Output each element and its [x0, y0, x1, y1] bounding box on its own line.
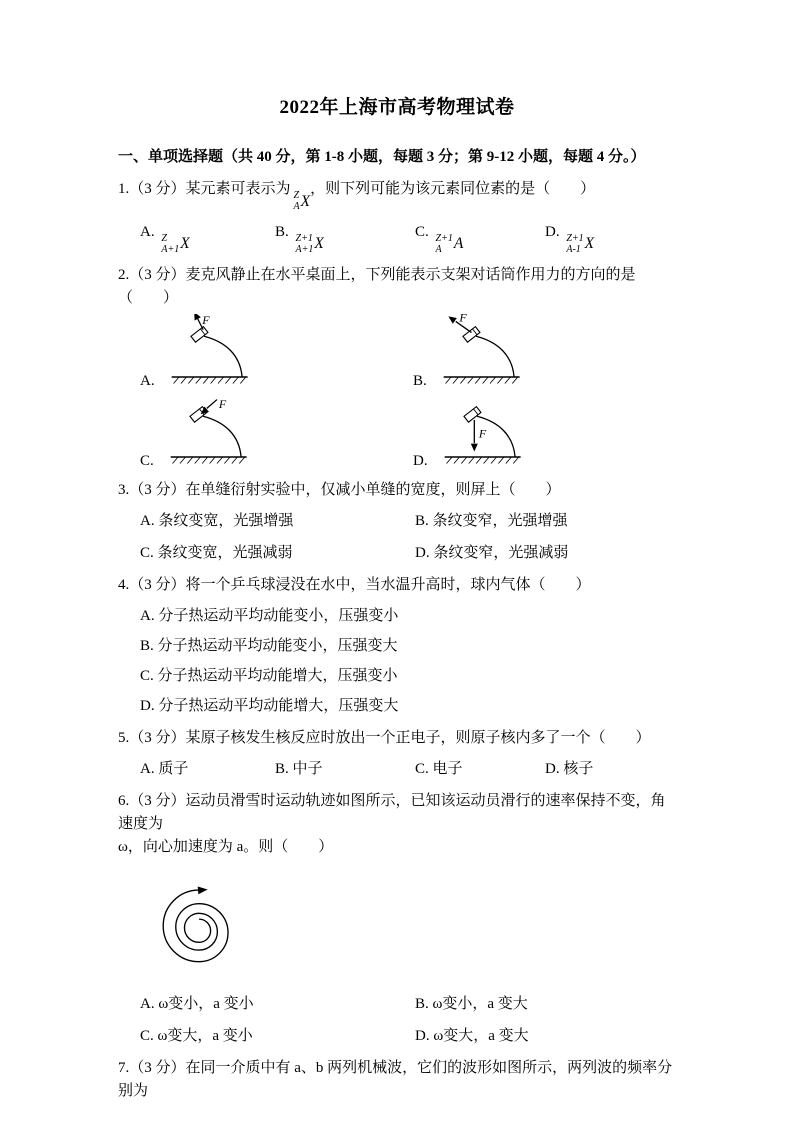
page-title: 2022年上海市高考物理试卷	[279, 97, 515, 118]
question-3-stem: 3.（3 分）在单缝衍射实验中，仅减小单缝的宽度，则屏上（ ）	[118, 482, 561, 498]
nuclide-notation: Z+1 A-1 X	[566, 232, 595, 255]
mic-stand	[203, 416, 241, 457]
question-4-stem: 4.（3 分）将一个乒乓球浸没在水中，当水温升高时，球内气体（ ）	[118, 577, 591, 593]
table-hatching	[172, 457, 244, 463]
stem-text-post: ，则下列可能为该元素同位素的是（ ）	[310, 181, 596, 197]
question-5	[118, 727, 676, 781]
option-a: A. 分子热运动平均动能变小，压强变小	[140, 608, 399, 624]
question-5-stem: 5.（3 分）某原子核发生核反应时放出一个正电子，则原子核内多了一个（ ）	[118, 730, 651, 746]
nuclide-subscript: A	[293, 201, 300, 212]
force-arrow-down	[470, 420, 477, 452]
option-a: A. 质子	[140, 761, 189, 777]
option-c: C. ω变大，a 变小	[140, 1028, 253, 1044]
force-label: F	[201, 314, 210, 328]
option-c: C. Z+1 A A	[415, 223, 464, 255]
question-2-diagrams	[118, 314, 676, 470]
question-2	[118, 264, 676, 470]
spiral-path	[163, 890, 228, 962]
direction-arrowhead-icon	[198, 886, 208, 895]
nuclide-notation	[291, 190, 311, 213]
table-hatching	[446, 457, 518, 463]
section-heading: 一、单项选择题（共 40 分，第 1-8 小题，每题 3 分；第 9-12 小题，每题 4 分。）	[118, 149, 646, 165]
option-a: A. 条纹变宽，光强增强	[140, 513, 294, 529]
diagram-option-c	[140, 394, 413, 470]
force-label: F	[459, 314, 467, 325]
table-hatching	[173, 377, 245, 383]
force-label: F	[478, 426, 486, 441]
question-6-figure	[140, 863, 676, 983]
question-6	[118, 790, 676, 1048]
ski-track-spiral-figure	[140, 863, 258, 983]
option-b: B. 分子热运动平均动能变小，压强变大	[140, 638, 398, 654]
nuclide-symbol: X	[300, 192, 311, 210]
nuclide-superscript: Z	[293, 190, 300, 201]
option-b: B. Z+1 A+1 X	[275, 223, 324, 255]
question-1-options	[118, 221, 676, 256]
option-b: B. 中子	[275, 761, 323, 777]
option-a: A. Z A+1 X	[140, 223, 190, 255]
diagram-option-a	[140, 314, 413, 390]
option-c: C. 分子热运动平均动能增大，压强变小	[140, 668, 398, 684]
mic-stand-figure-c	[161, 394, 273, 470]
question-4	[118, 574, 676, 718]
diagram-label: C.	[140, 453, 154, 469]
microphone	[191, 327, 208, 343]
question-6-options	[118, 993, 676, 1048]
option-d: D. 分子热运动平均动能增大，压强变大	[140, 698, 399, 714]
mic-stand	[204, 336, 242, 377]
option-d: D. 核子	[545, 761, 594, 777]
mic-stand-figure-a	[162, 314, 274, 390]
mic-stand	[476, 336, 514, 377]
question-7-stem: 7.（3 分）在同一介质中有 a、b 两列机械波，它们的波形如图所示，两列波的频率分别为	[118, 1060, 673, 1099]
diagram-label: A.	[140, 373, 155, 389]
option-c: C. 条纹变宽，光强减弱	[140, 545, 293, 561]
nuclide-notation: Z+1 A A	[435, 232, 464, 255]
question-1-stem	[118, 178, 676, 213]
option-d: D. 条纹变窄，光强减弱	[415, 545, 569, 561]
microphone	[464, 407, 481, 423]
stem-text-pre: 1.（3 分）某元素可表示为	[118, 181, 291, 197]
mic-stand-figure-d	[435, 394, 547, 470]
diagram-label: D.	[413, 453, 428, 469]
diagram-label: B.	[413, 373, 427, 389]
diagram-option-d	[413, 394, 676, 470]
question-4-options	[118, 605, 676, 718]
option-b: B. ω变小，a 变大	[415, 996, 528, 1012]
table-hatching	[445, 377, 517, 383]
force-label: F	[218, 396, 226, 411]
option-d: D. ω变大，a 变大	[415, 1028, 529, 1044]
option-b: B. 条纹变窄，光强增强	[415, 513, 568, 529]
question-5-options	[118, 758, 676, 781]
option-a: A. ω变小，a 变小	[140, 996, 254, 1012]
option-d: D. Z+1 A-1 X	[545, 223, 595, 255]
option-c: C. 电子	[415, 761, 463, 777]
question-3-options	[118, 510, 676, 565]
question-6-stem: 6.（3 分）运动员滑雪时运动轨迹如图所示，已知该运动员滑行的速率保持不变，角速度为 ω，向心加速度为 a。则（ ）	[118, 793, 666, 855]
question-1	[118, 178, 676, 255]
question-2-stem: 2.（3 分）麦克风静止在水平桌面上，下列能表示支架对话筒作用力的方向的是（ ）	[118, 267, 636, 306]
nuclide-notation: Z+1 A+1 X	[295, 232, 324, 255]
nuclide-notation: Z A+1 X	[161, 232, 190, 255]
question-3	[118, 479, 676, 565]
diagram-option-b	[413, 314, 676, 390]
mic-stand-figure-b	[434, 314, 546, 390]
question-7	[118, 1057, 676, 1103]
